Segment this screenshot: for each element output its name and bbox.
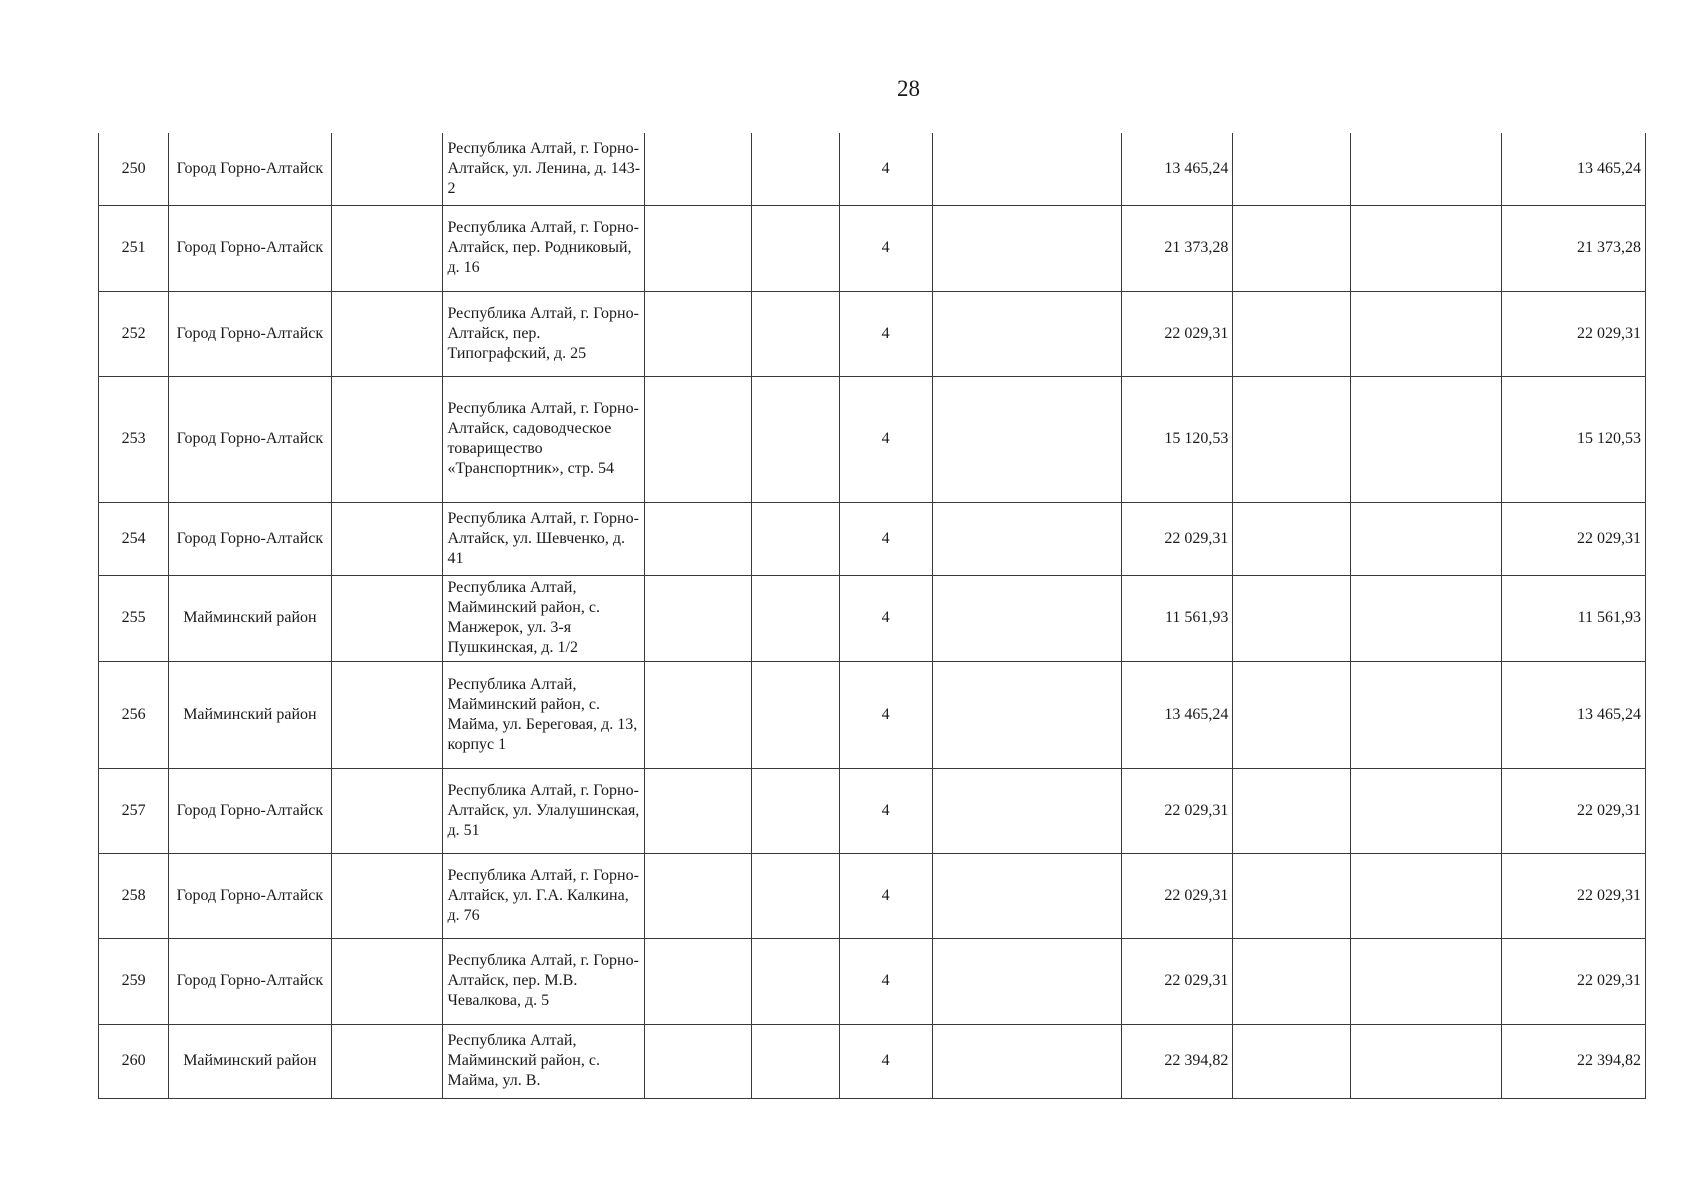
row-number: 252	[99, 291, 169, 376]
total-cell: 22 394,82	[1502, 1024, 1646, 1098]
empty-cell	[1350, 853, 1501, 938]
sum-cell: 21 373,28	[1121, 205, 1233, 291]
address-cell: Республика Алтай, г. Горно-Алтайск, ул. Шевченко, д. 41	[443, 502, 645, 575]
empty-cell	[645, 502, 751, 575]
empty-cell	[1233, 291, 1350, 376]
empty-cell	[645, 133, 751, 205]
count-cell: 4	[839, 661, 932, 768]
empty-cell	[932, 768, 1121, 853]
address-cell: Республика Алтай, г. Горно-Алтайск, садоводческое товарищество «Транспортник», стр. 54	[443, 376, 645, 502]
empty-cell	[1350, 133, 1501, 205]
empty-cell	[645, 376, 751, 502]
row-number: 253	[99, 376, 169, 502]
row-number: 254	[99, 502, 169, 575]
address-cell: Республика Алтай, г. Горно-Алтайск, пер. Родниковый, д. 16	[443, 205, 645, 291]
empty-cell	[645, 938, 751, 1024]
sum-cell: 22 029,31	[1121, 853, 1233, 938]
total-cell: 22 029,31	[1502, 291, 1646, 376]
empty-cell	[1233, 575, 1350, 661]
page-number: 28	[897, 76, 920, 101]
empty-cell	[1233, 502, 1350, 575]
empty-cell	[932, 661, 1121, 768]
empty-cell	[1350, 1024, 1501, 1098]
table-row	[99, 938, 1646, 1024]
count-cell: 4	[839, 853, 932, 938]
total-cell: 21 373,28	[1502, 205, 1646, 291]
table-row	[99, 376, 1646, 502]
address-cell: Республика Алтай, Майминский район, с. Майма, ул. Береговая, д. 13, корпус 1	[443, 661, 645, 768]
empty-cell	[331, 661, 443, 768]
empty-cell	[331, 376, 443, 502]
municipality-cell: Майминский район	[169, 575, 331, 661]
empty-cell	[1233, 853, 1350, 938]
row-number: 250	[99, 133, 169, 205]
empty-cell	[331, 575, 443, 661]
total-cell: 11 561,93	[1502, 575, 1646, 661]
total-cell: 22 029,31	[1502, 768, 1646, 853]
empty-cell	[932, 133, 1121, 205]
empty-cell	[645, 661, 751, 768]
address-cell: Республика Алтай, Майминский район, с. Майма, ул. В.	[443, 1024, 645, 1098]
table-row	[99, 661, 1646, 768]
municipality-cell: Город Горно-Алтайск	[169, 768, 331, 853]
table-row	[99, 1024, 1646, 1098]
empty-cell	[645, 575, 751, 661]
empty-cell	[331, 205, 443, 291]
address-cell: Республика Алтай, г. Горно-Алтайск, ул. Улалушинская, д. 51	[443, 768, 645, 853]
row-number: 251	[99, 205, 169, 291]
empty-cell	[1233, 376, 1350, 502]
sum-cell: 22 029,31	[1121, 768, 1233, 853]
total-cell: 22 029,31	[1502, 502, 1646, 575]
total-cell: 22 029,31	[1502, 853, 1646, 938]
empty-cell	[331, 502, 443, 575]
empty-cell	[1233, 1024, 1350, 1098]
row-number: 255	[99, 575, 169, 661]
table-row	[99, 768, 1646, 853]
empty-cell	[1350, 376, 1501, 502]
count-cell: 4	[839, 205, 932, 291]
municipality-cell: Город Горно-Алтайск	[169, 133, 331, 205]
empty-cell	[331, 1024, 443, 1098]
empty-cell	[751, 1024, 839, 1098]
row-number: 258	[99, 853, 169, 938]
registry-table	[98, 133, 1646, 1099]
municipality-cell: Город Горно-Алтайск	[169, 291, 331, 376]
empty-cell	[1350, 291, 1501, 376]
empty-cell	[331, 133, 443, 205]
empty-cell	[751, 853, 839, 938]
empty-cell	[1350, 768, 1501, 853]
total-cell: 13 465,24	[1502, 133, 1646, 205]
row-number: 260	[99, 1024, 169, 1098]
table-row	[99, 575, 1646, 661]
empty-cell	[751, 133, 839, 205]
address-cell: Республика Алтай, г. Горно-Алтайск, ул. Г.А. Калкина, д. 76	[443, 853, 645, 938]
empty-cell	[1233, 938, 1350, 1024]
table-row	[99, 502, 1646, 575]
table-row	[99, 853, 1646, 938]
total-cell: 13 465,24	[1502, 661, 1646, 768]
empty-cell	[751, 661, 839, 768]
municipality-cell: Город Горно-Алтайск	[169, 502, 331, 575]
count-cell: 4	[839, 938, 932, 1024]
empty-cell	[1350, 205, 1501, 291]
empty-cell	[751, 376, 839, 502]
empty-cell	[932, 291, 1121, 376]
empty-cell	[331, 291, 443, 376]
sum-cell: 22 029,31	[1121, 938, 1233, 1024]
empty-cell	[1233, 205, 1350, 291]
empty-cell	[1350, 502, 1501, 575]
empty-cell	[932, 376, 1121, 502]
municipality-cell: Город Горно-Алтайск	[169, 376, 331, 502]
empty-cell	[751, 205, 839, 291]
count-cell: 4	[839, 768, 932, 853]
sum-cell: 15 120,53	[1121, 376, 1233, 502]
empty-cell	[932, 502, 1121, 575]
address-cell: Республика Алтай, г. Горно-Алтайск, пер. М.В. Чевалкова, д. 5	[443, 938, 645, 1024]
empty-cell	[932, 575, 1121, 661]
address-cell: Республика Алтай, Майминский район, с. Манжерок, ул. 3-я Пушкинская, д. 1/2	[443, 575, 645, 661]
count-cell: 4	[839, 1024, 932, 1098]
total-cell: 22 029,31	[1502, 938, 1646, 1024]
sum-cell: 22 394,82	[1121, 1024, 1233, 1098]
municipality-cell: Город Горно-Алтайск	[169, 205, 331, 291]
empty-cell	[932, 1024, 1121, 1098]
empty-cell	[751, 938, 839, 1024]
empty-cell	[932, 938, 1121, 1024]
row-number: 257	[99, 768, 169, 853]
address-cell: Республика Алтай, г. Горно-Алтайск, ул. Ленина, д. 143-2	[443, 133, 645, 205]
empty-cell	[751, 575, 839, 661]
table-row	[99, 205, 1646, 291]
count-cell: 4	[839, 133, 932, 205]
empty-cell	[645, 205, 751, 291]
row-number: 259	[99, 938, 169, 1024]
empty-cell	[645, 1024, 751, 1098]
address-cell: Республика Алтай, г. Горно-Алтайск, пер. Типографский, д. 25	[443, 291, 645, 376]
empty-cell	[645, 291, 751, 376]
municipality-cell: Город Горно-Алтайск	[169, 853, 331, 938]
empty-cell	[331, 853, 443, 938]
empty-cell	[932, 205, 1121, 291]
municipality-cell: Майминский район	[169, 1024, 331, 1098]
municipality-cell: Город Горно-Алтайск	[169, 938, 331, 1024]
empty-cell	[645, 768, 751, 853]
empty-cell	[751, 291, 839, 376]
total-cell: 15 120,53	[1502, 376, 1646, 502]
count-cell: 4	[839, 376, 932, 502]
sum-cell: 22 029,31	[1121, 291, 1233, 376]
empty-cell	[932, 853, 1121, 938]
empty-cell	[1233, 768, 1350, 853]
sum-cell: 11 561,93	[1121, 575, 1233, 661]
empty-cell	[1350, 661, 1501, 768]
sum-cell: 13 465,24	[1121, 133, 1233, 205]
sum-cell: 13 465,24	[1121, 661, 1233, 768]
empty-cell	[1350, 575, 1501, 661]
empty-cell	[1233, 661, 1350, 768]
empty-cell	[331, 938, 443, 1024]
row-number: 256	[99, 661, 169, 768]
empty-cell	[751, 502, 839, 575]
empty-cell	[645, 853, 751, 938]
count-cell: 4	[839, 575, 932, 661]
count-cell: 4	[839, 502, 932, 575]
table-row	[99, 133, 1646, 205]
empty-cell	[751, 768, 839, 853]
table-row	[99, 291, 1646, 376]
municipality-cell: Майминский район	[169, 661, 331, 768]
sum-cell: 22 029,31	[1121, 502, 1233, 575]
empty-cell	[1350, 938, 1501, 1024]
empty-cell	[331, 768, 443, 853]
empty-cell	[1233, 133, 1350, 205]
count-cell: 4	[839, 291, 932, 376]
